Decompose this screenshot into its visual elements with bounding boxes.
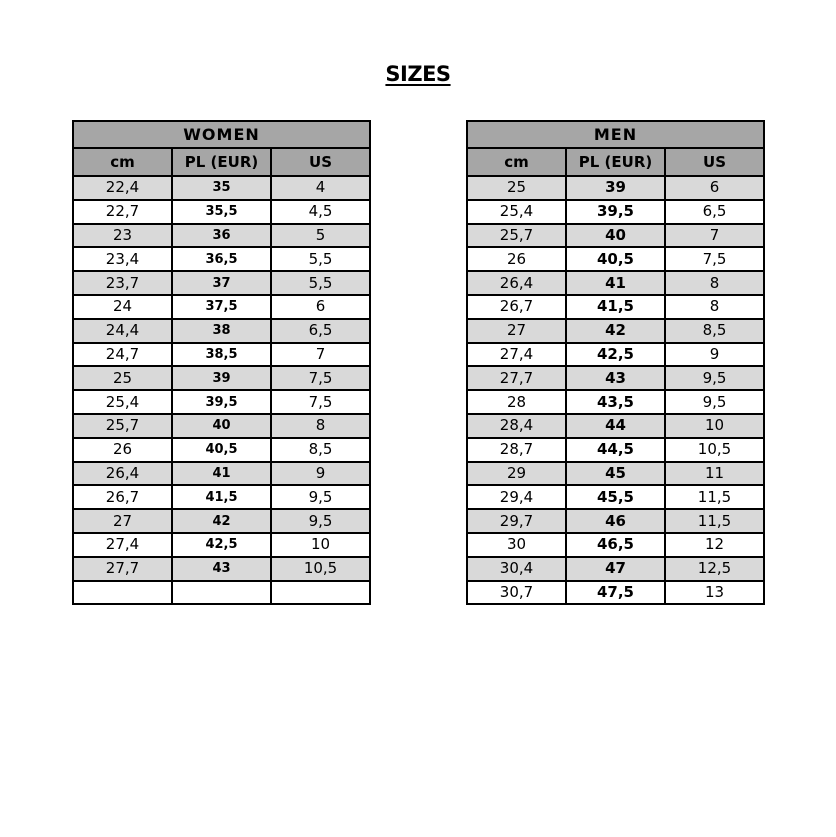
size-eur-cell: 40,5 xyxy=(566,247,665,271)
size-eur-cell: 46 xyxy=(566,509,665,533)
size-us-cell: 11,5 xyxy=(665,509,764,533)
size-us-cell: 7,5 xyxy=(665,247,764,271)
women-heading: WOMEN xyxy=(73,121,370,148)
size-eur-cell: 47,5 xyxy=(566,581,665,605)
table-row xyxy=(467,271,764,295)
size-us-cell: 10,5 xyxy=(665,438,764,462)
size-eur-cell: 39 xyxy=(566,176,665,200)
size-us-cell: 11 xyxy=(665,462,764,486)
table-row xyxy=(73,414,370,438)
empty-cell xyxy=(172,581,271,605)
size-cm-cell: 30 xyxy=(467,533,566,557)
size-cm-cell: 24,7 xyxy=(73,343,172,367)
women-col-cm: cm xyxy=(73,148,172,176)
size-eur-cell: 44 xyxy=(566,414,665,438)
size-us-cell: 8 xyxy=(665,295,764,319)
size-us-cell: 12,5 xyxy=(665,557,764,581)
women-col-us: US xyxy=(271,148,370,176)
page-title: SIZES xyxy=(385,62,451,86)
size-cm-cell: 29,4 xyxy=(467,485,566,509)
table-row xyxy=(467,176,764,200)
size-us-cell: 10 xyxy=(665,414,764,438)
size-eur-cell: 47 xyxy=(566,557,665,581)
women-size-table xyxy=(72,120,371,605)
size-eur-cell: 38 xyxy=(172,319,271,343)
table-row xyxy=(467,224,764,248)
table-row xyxy=(467,509,764,533)
size-us-cell: 9,5 xyxy=(271,509,370,533)
size-us-cell: 9,5 xyxy=(271,485,370,509)
table-row xyxy=(467,581,764,605)
size-eur-cell: 41 xyxy=(172,462,271,486)
size-cm-cell: 25,7 xyxy=(467,224,566,248)
size-eur-cell: 40,5 xyxy=(172,438,271,462)
size-eur-cell: 42,5 xyxy=(172,533,271,557)
size-us-cell: 4,5 xyxy=(271,200,370,224)
size-cm-cell: 26 xyxy=(467,247,566,271)
size-cm-cell: 30,7 xyxy=(467,581,566,605)
size-eur-cell: 43,5 xyxy=(566,390,665,414)
table-row xyxy=(73,343,370,367)
size-cm-cell: 27,4 xyxy=(467,343,566,367)
table-row xyxy=(73,462,370,486)
size-cm-cell: 27 xyxy=(467,319,566,343)
table-row xyxy=(467,366,764,390)
size-us-cell: 10,5 xyxy=(271,557,370,581)
table-row xyxy=(73,438,370,462)
size-eur-cell: 44,5 xyxy=(566,438,665,462)
men-heading: MEN xyxy=(467,121,764,148)
size-eur-cell: 40 xyxy=(172,414,271,438)
size-eur-cell: 41,5 xyxy=(566,295,665,319)
size-cm-cell: 27,7 xyxy=(73,557,172,581)
women-table-body xyxy=(73,176,370,604)
size-us-cell: 8,5 xyxy=(271,438,370,462)
size-us-cell: 7 xyxy=(665,224,764,248)
men-table-body xyxy=(467,176,764,604)
size-us-cell: 7,5 xyxy=(271,366,370,390)
size-eur-cell: 42 xyxy=(566,319,665,343)
table-row xyxy=(467,557,764,581)
size-eur-cell: 43 xyxy=(172,557,271,581)
size-cm-cell: 25,4 xyxy=(73,390,172,414)
empty-cell xyxy=(73,581,172,605)
table-row xyxy=(73,200,370,224)
table-row xyxy=(467,438,764,462)
size-eur-cell: 41 xyxy=(566,271,665,295)
table-row xyxy=(467,319,764,343)
size-cm-cell: 28,4 xyxy=(467,414,566,438)
size-eur-cell: 39,5 xyxy=(566,200,665,224)
table-row xyxy=(73,390,370,414)
size-eur-cell: 37 xyxy=(172,271,271,295)
size-eur-cell: 45 xyxy=(566,462,665,486)
men-col-us: US xyxy=(665,148,764,176)
size-us-cell: 6 xyxy=(271,295,370,319)
size-us-cell: 6,5 xyxy=(665,200,764,224)
table-row xyxy=(73,295,370,319)
size-us-cell: 9,5 xyxy=(665,390,764,414)
size-cm-cell: 29,7 xyxy=(467,509,566,533)
size-cm-cell: 25,4 xyxy=(467,200,566,224)
size-us-cell: 11,5 xyxy=(665,485,764,509)
size-eur-cell: 39,5 xyxy=(172,390,271,414)
size-cm-cell: 25 xyxy=(467,176,566,200)
size-cm-cell: 26,4 xyxy=(73,462,172,486)
size-us-cell: 8 xyxy=(665,271,764,295)
size-cm-cell: 28,7 xyxy=(467,438,566,462)
table-row xyxy=(467,462,764,486)
table-row xyxy=(73,533,370,557)
size-us-cell: 5,5 xyxy=(271,271,370,295)
size-us-cell: 10 xyxy=(271,533,370,557)
size-eur-cell: 39 xyxy=(172,366,271,390)
size-us-cell: 4 xyxy=(271,176,370,200)
table-row xyxy=(467,414,764,438)
size-cm-cell: 24 xyxy=(73,295,172,319)
size-us-cell: 9,5 xyxy=(665,366,764,390)
size-us-cell: 8,5 xyxy=(665,319,764,343)
size-eur-cell: 41,5 xyxy=(172,485,271,509)
size-cm-cell: 24,4 xyxy=(73,319,172,343)
table-row xyxy=(73,271,370,295)
size-cm-cell: 26 xyxy=(73,438,172,462)
size-cm-cell: 29 xyxy=(467,462,566,486)
table-row xyxy=(467,390,764,414)
size-us-cell: 7 xyxy=(271,343,370,367)
size-eur-cell: 42,5 xyxy=(566,343,665,367)
size-cm-cell: 27,4 xyxy=(73,533,172,557)
table-row xyxy=(73,509,370,533)
empty-cell xyxy=(271,581,370,605)
men-col-cm: cm xyxy=(467,148,566,176)
table-row xyxy=(73,581,370,605)
size-eur-cell: 40 xyxy=(566,224,665,248)
size-us-cell: 9 xyxy=(271,462,370,486)
table-row xyxy=(467,533,764,557)
size-cm-cell: 22,7 xyxy=(73,200,172,224)
size-cm-cell: 23 xyxy=(73,224,172,248)
size-eur-cell: 38,5 xyxy=(172,343,271,367)
size-us-cell: 12 xyxy=(665,533,764,557)
size-eur-cell: 46,5 xyxy=(566,533,665,557)
size-cm-cell: 22,4 xyxy=(73,176,172,200)
size-us-cell: 7,5 xyxy=(271,390,370,414)
size-cm-cell: 25 xyxy=(73,366,172,390)
size-cm-cell: 26,7 xyxy=(73,485,172,509)
size-us-cell: 6,5 xyxy=(271,319,370,343)
size-cm-cell: 28 xyxy=(467,390,566,414)
size-cm-cell: 27 xyxy=(73,509,172,533)
size-us-cell: 9 xyxy=(665,343,764,367)
table-row xyxy=(467,200,764,224)
size-cm-cell: 27,7 xyxy=(467,366,566,390)
size-eur-cell: 37,5 xyxy=(172,295,271,319)
men-size-table xyxy=(466,120,765,605)
table-row xyxy=(73,176,370,200)
size-cm-cell: 26,7 xyxy=(467,295,566,319)
table-row xyxy=(73,319,370,343)
table-row xyxy=(73,485,370,509)
table-row xyxy=(467,343,764,367)
table-row xyxy=(73,366,370,390)
women-col-eur: PL (EUR) xyxy=(172,148,271,176)
size-eur-cell: 43 xyxy=(566,366,665,390)
table-row xyxy=(467,247,764,271)
size-cm-cell: 30,4 xyxy=(467,557,566,581)
size-us-cell: 5,5 xyxy=(271,247,370,271)
size-us-cell: 8 xyxy=(271,414,370,438)
size-us-cell: 13 xyxy=(665,581,764,605)
table-row xyxy=(467,295,764,319)
men-col-eur: PL (EUR) xyxy=(566,148,665,176)
size-eur-cell: 36,5 xyxy=(172,247,271,271)
table-row xyxy=(73,247,370,271)
size-cm-cell: 23,4 xyxy=(73,247,172,271)
size-us-cell: 5 xyxy=(271,224,370,248)
table-row xyxy=(73,224,370,248)
size-cm-cell: 26,4 xyxy=(467,271,566,295)
size-eur-cell: 35,5 xyxy=(172,200,271,224)
size-eur-cell: 45,5 xyxy=(566,485,665,509)
size-eur-cell: 35 xyxy=(172,176,271,200)
table-row xyxy=(73,557,370,581)
size-eur-cell: 36 xyxy=(172,224,271,248)
size-cm-cell: 25,7 xyxy=(73,414,172,438)
size-cm-cell: 23,7 xyxy=(73,271,172,295)
table-row xyxy=(467,485,764,509)
size-eur-cell: 42 xyxy=(172,509,271,533)
size-us-cell: 6 xyxy=(665,176,764,200)
